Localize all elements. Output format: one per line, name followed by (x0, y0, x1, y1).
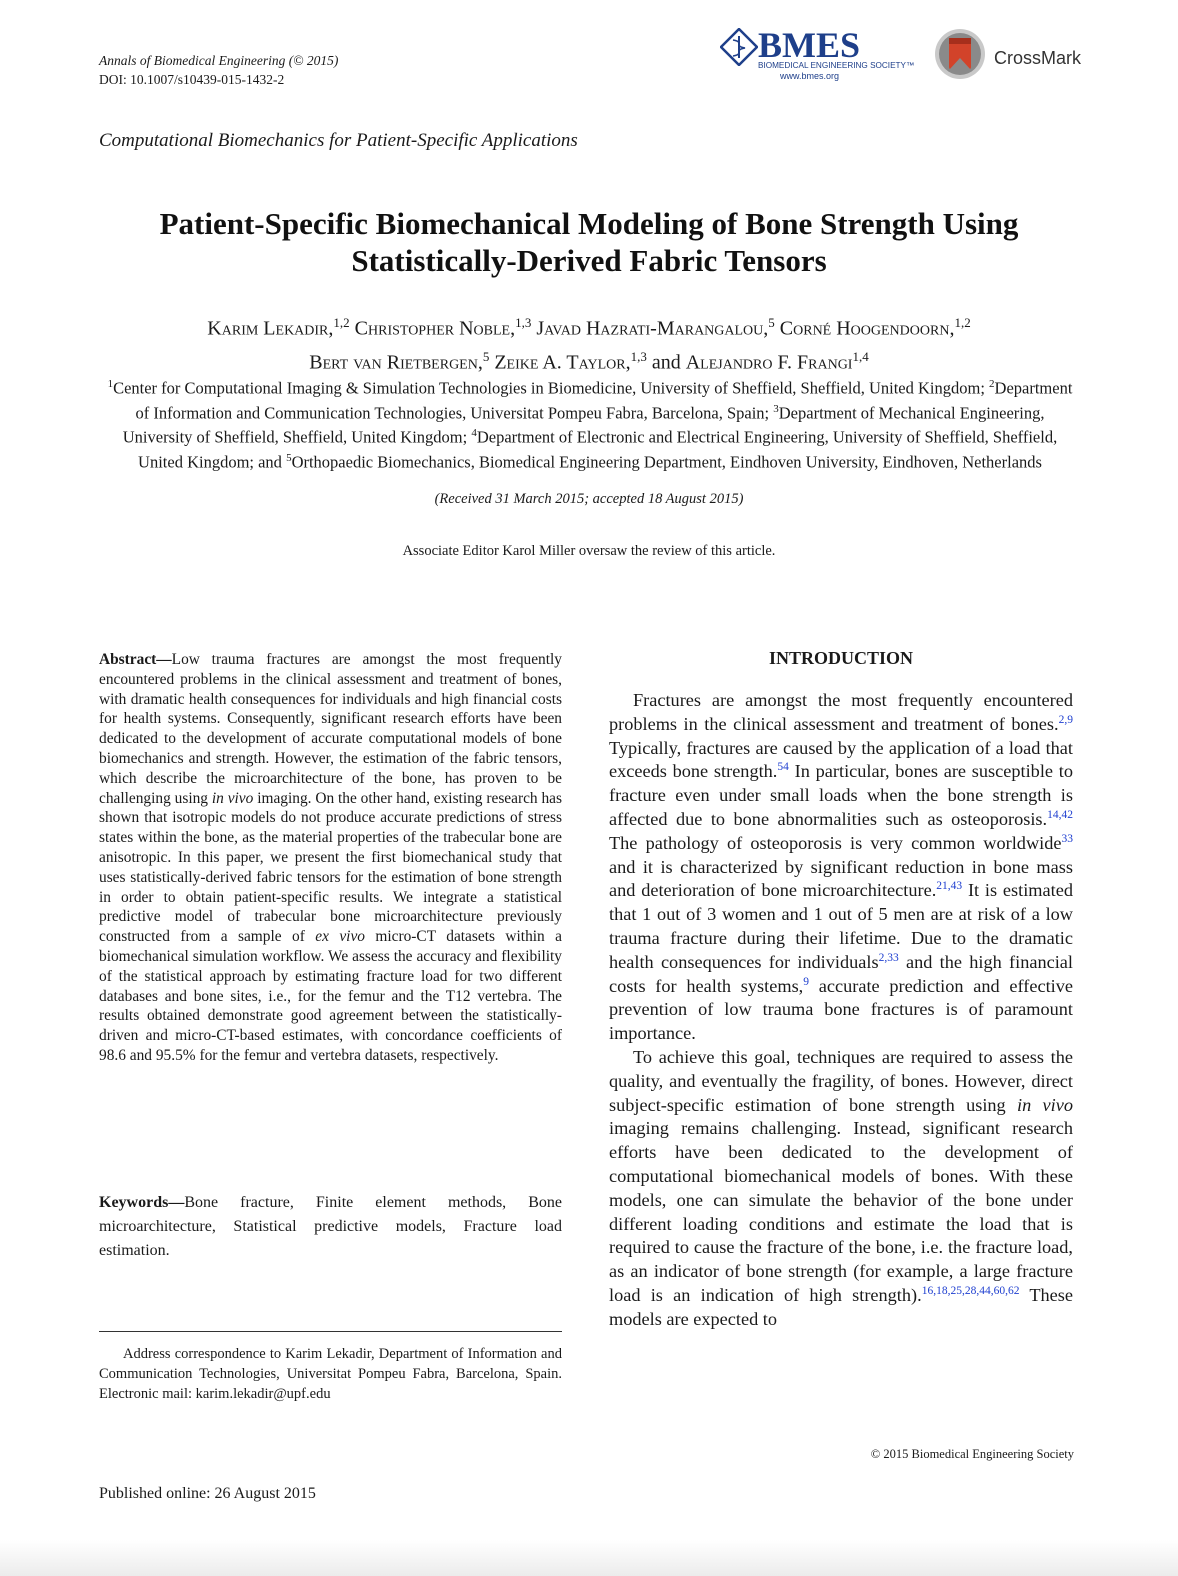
intro-text: Fractures are amongst the most frequently encountered problems in the clinical assessment and treatment of bones. (609, 690, 1073, 734)
abstract-text: Low trauma fractures are amongst the most frequently encountered problems in the clinical assessment and treatment of bones, with dramatic health consequences for individuals and high financial costs for health systems. Consequently, significant research efforts have been dedicated to the development of accurate computational models of bone biomechanics and strength. However, the estimation of the fabric tensors, which describe the microarchitecture of the bone, has proven to be challenging using (99, 651, 562, 807)
abstract (99, 650, 562, 1066)
author-affil: 5 (482, 348, 490, 364)
author-name[interactable]: Zeike A. Taylor, (494, 351, 631, 374)
crossmark-label: CrossMark (994, 48, 1082, 68)
intro-text: and the high financial costs for health systems, (609, 951, 1073, 996)
received-dates: (Received 31 March 2015; accepted 18 August 2015) (434, 491, 744, 507)
citation-link[interactable]: 33 (1061, 832, 1073, 845)
citation-link[interactable]: 14,42 (1047, 808, 1073, 821)
editor-note: Associate Editor Karol Miller oversaw the review of this article. (402, 543, 776, 559)
intro-text: Typically, fractures are caused by the application of a load that exceeds bone strength. (609, 737, 1073, 782)
intro-text: and it is characterized by significant reduction in bone mass and deterioration of bone microarchitecture. (609, 856, 1073, 901)
author-affil: 1,3 (515, 315, 532, 330)
citation-link[interactable]: 2,33 (878, 951, 899, 964)
introduction-heading: INTRODUCTION (768, 648, 914, 668)
citation-link[interactable]: 2,9 (1058, 713, 1073, 726)
keywords (99, 1191, 562, 1263)
copyright: © 2015 Biomedical Engineering Society (870, 1447, 1074, 1461)
abstract-italic: ex vivo (315, 928, 365, 946)
intro-text: In particular, bones are susceptible to fracture even under small loads when the bone strength is affected due to bone abnormalities such as osteoporosis. (609, 761, 1073, 829)
intro-text: accurate prediction and effective prevention of low trauma bone fractures is of paramount importance. (609, 975, 1073, 1044)
bmes-subtitle: BIOMEDICAL ENGINEERING SOCIETY™ (758, 61, 915, 70)
intro-text: It is estimated that 1 out of 3 women and 1 out of 5 men are at risk of a low trauma fracture during their lifetime. Due to the dramatic health consequences for individuals (609, 880, 1073, 972)
affil-number: 2 (989, 378, 995, 390)
intro-italic: in vivo (1017, 1094, 1073, 1115)
title-line-2: Statistically-Derived Fabric Tensors (351, 243, 827, 278)
article-title (100, 205, 1078, 279)
published-date: Published online: 26 August 2015 (99, 1485, 316, 1502)
affil-text: Center for Computational Imaging & Simulation Technologies in Biomedicine, University of Sheffield, Sheffield, United Kingdom; (113, 378, 985, 398)
author-affil: 1,3 (630, 348, 647, 364)
affil-number: 4 (471, 427, 477, 439)
citation-link[interactable]: 21,43 (936, 880, 963, 893)
keywords-text: Bone fracture, Finite element methods, Bone microarchitecture, Statistical predictive models, Fracture load estimation. (99, 1194, 562, 1259)
intro-text: These models are expected to (609, 1284, 1073, 1329)
author-name[interactable]: Corné Hoogendoorn, (779, 317, 955, 340)
title-line-1: Patient-Specific Biomechanical Modeling of Bone Strength Using (159, 206, 1019, 241)
author-conjunction: and (651, 351, 681, 374)
journal-name: Annals of Biomedical Engineering (© 2015) (99, 53, 339, 68)
page-bottom-shade (0, 1540, 1178, 1576)
keywords-label: Keywords— (99, 1194, 185, 1211)
intro-paragraph (609, 689, 1073, 1046)
citation-link[interactable]: 16,18,25,28,44,60,62 (921, 1284, 1020, 1297)
author-list (100, 309, 1078, 376)
abstract-text: imaging. On the other hand, existing research has shown that isotropic models do not produce accurate predictions of stress states within the bone, as the material properties of the trabecular bone are anisotropic. In this paper, we present the first biomechanical study that uses statistically-derived fabric tensors for the estimation of bone strength in order to obtain patient-specific results. We integrate a statistical predictive model of trabecular bone microarchitecture previously constructed from a sample of (99, 789, 562, 946)
bmes-diamond-icon (720, 28, 758, 66)
doi: DOI: 10.1007/s10439-015-1432-2 (99, 72, 285, 87)
author-affil: 1,2 (954, 315, 971, 330)
abstract-text: micro-CT datasets within a biomechanical simulation workflow. We assess the accuracy and flexibility of the statistical approach by estimating fracture load for two different databases and bone sites, i.e., for the femur and the T12 vertebra. The results obtained demonstrate good agreement between the statistically-driven and micro-CT-based estimates, with concordance coefficients of 98.6 and 95.5% for the femur and vertebra datasets, respectively. (99, 928, 562, 1064)
author-affil: 1,4 (852, 348, 869, 364)
author-name[interactable]: Bert van Rietbergen, (309, 351, 483, 374)
author-line-2 (100, 343, 1078, 377)
affil-text: Orthopaedic Biomechanics, Biomedical Engineering Department, Eindhoven University, Eindhoven, Netherlands (291, 452, 1042, 471)
author-name[interactable]: Javad Hazrati-Marangalou, (536, 317, 769, 340)
abstract-italic: in vivo (211, 789, 254, 807)
citation-link[interactable]: 9 (803, 975, 810, 988)
section-header: Computational Biomechanics for Patient-Specific Applications (99, 130, 578, 151)
affil-text: Department of Mechanical Engineering, University of Sheffield, Sheffield, United Kingdom; (122, 403, 1045, 447)
affil-text: Department of Information and Communication Technologies, Universitat Pompeu Fabra, Barcelona, Spain; (135, 378, 1073, 422)
author-affil: 1,2 (333, 315, 350, 330)
affil-text: Department of Electronic and Electrical Engineering, University of Sheffield, Sheffield, United Kingdom; and (138, 427, 1058, 471)
citation-link[interactable]: 54 (777, 761, 789, 774)
bmes-wordmark: BMES (758, 25, 861, 65)
author-line-1 (100, 309, 1078, 343)
author-name[interactable]: Karim Lekadir, (207, 317, 334, 340)
author-name[interactable]: Alejandro F. Frangi (685, 351, 853, 374)
affil-number: 3 (773, 402, 779, 415)
author-name[interactable]: Christopher Noble, (354, 317, 516, 340)
bmes-url: www.bmes.org (780, 71, 840, 81)
crossmark-badge[interactable] (934, 28, 1084, 86)
introduction-body (609, 689, 1073, 1332)
abstract-label: Abstract— (99, 651, 172, 668)
affil-number: 5 (286, 451, 292, 464)
intro-text: To achieve this goal, techniques are required to assess the quality, and eventually the fragility, of bones. However, direct subject-specific estimation of bone strength using (609, 1046, 1073, 1115)
author-affil: 5 (768, 315, 775, 330)
intro-text: imaging remains challenging. Instead, significant research efforts have been dedicated to the development of computational biomechanical models of bones. With these models, one can simulate the behavior of the bone under different loading conditions and estimate the load that is required to cause the fracture of the bone, i.e. the fracture load, as an indicator of bone strength (for example, a large fracture load is an indication of high strength). (609, 1118, 1073, 1305)
affiliations (104, 374, 1076, 472)
correspondence-address: Address correspondence to Karim Lekadir, Department of Information and Communication Technologies, Universitat Pompeu Fabra, Barcelona, Spain. Electronic mail: karim.lekadir@upf.edu (99, 1346, 562, 1402)
intro-text: The pathology of osteoporosis is very common worldwide (609, 832, 1062, 853)
footnote-divider (99, 1331, 562, 1332)
crossmark-icon (934, 28, 986, 80)
bmes-logo[interactable] (720, 26, 920, 84)
intro-paragraph (609, 1046, 1073, 1332)
affil-number: 1 (107, 378, 114, 390)
